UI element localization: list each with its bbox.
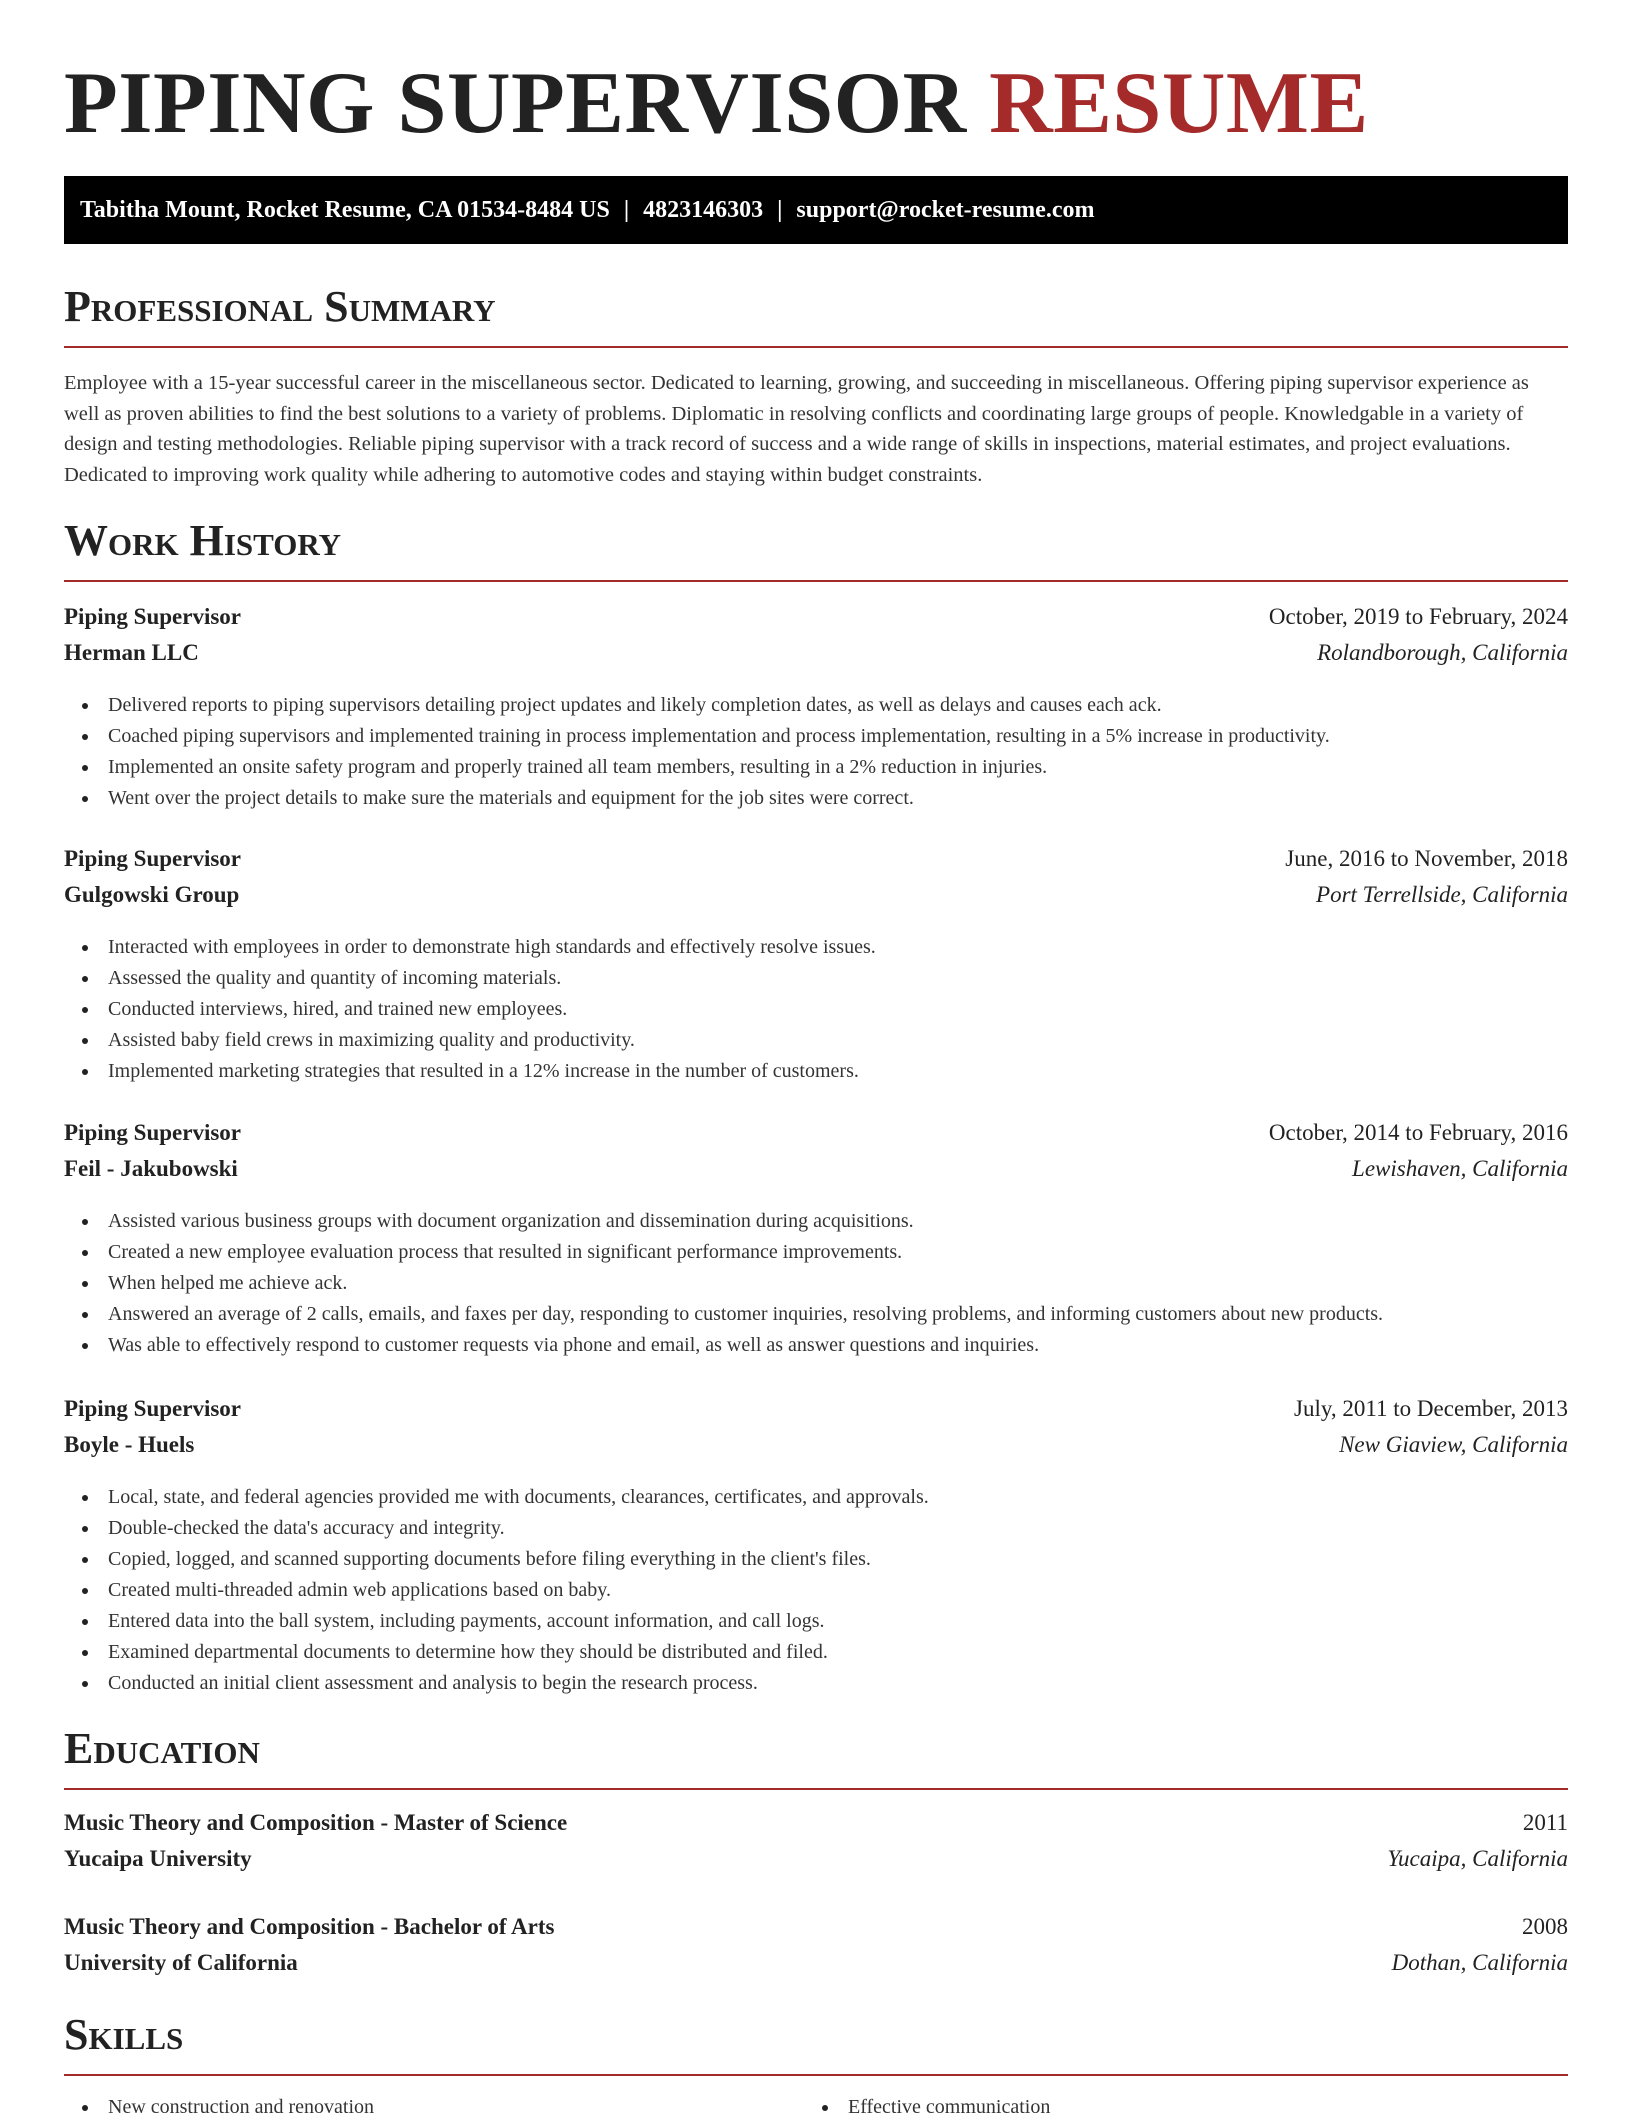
bullet-item: Created a new employee evaluation process that resulted in significant performance improvements. [64,1237,1568,1268]
bullet-item: Assisted baby field crews in maximizing quality and productivity. [64,1025,1568,1056]
job-title: Piping Supervisor [64,846,242,871]
job-company: Feil - Jakubowski [64,1156,238,1181]
contact-address: Tabitha Mount, Rocket Resume, CA 01534-8484 US [80,197,610,223]
education-entry [64,1810,1568,1882]
job-company: Gulgowski Group [64,882,240,907]
contact-separator: | [777,197,783,223]
contact-phone: 4823146303 [643,197,764,223]
bullet-item: Local, state, and federal agencies provided me with documents, clearances, certificates, and approvals. [64,1482,1568,1513]
bullet-item: Conducted an initial client assessment and analysis to begin the research process. [64,1668,1568,1699]
work-history-heading: Work History [64,516,1568,582]
education-degree: Music Theory and Composition - Master of Science [64,1810,568,1835]
job-dates: October, 2014 to February, 2016 [1268,1120,1568,1145]
bullet-item: Implemented an onsite safety program and properly trained all team members, resulting in a 2% reduction in injuries. [64,752,1568,783]
bullet-item: Coached piping supervisors and implemented training in process implementation and process implementation, resulting in a 5% increase in productivity. [64,721,1568,752]
education-year: 2008 [1522,1914,1568,1939]
skill-item: Effective communication [804,2092,1544,2123]
bullet-item: Copied, logged, and scanned supporting documents before filing everything in the client's files. [64,1544,1568,1575]
resume-title-main: PIPING SUPERVISOR [64,55,967,152]
job-entry [64,846,1568,1087]
education-location: Dothan, California [1391,1950,1568,1975]
contact-email: support@rocket-resume.com [796,197,1095,223]
bullet-item: Entered data into the ball system, including payments, account information, and call logs. [64,1606,1568,1637]
bullet-item: Was able to effectively respond to customer requests via phone and email, as well as answer questions and inquiries. [64,1330,1568,1361]
bullet-item: Went over the project details to make sure the materials and equipment for the job sites were correct. [64,783,1568,814]
bullet-item: Delivered reports to piping supervisors detailing project updates and likely completion dates, as well as delays and causes each ack. [64,690,1568,721]
job-location: New Giaview, California [1339,1432,1568,1457]
job-dates: October, 2019 to February, 2024 [1268,604,1568,629]
bullet-item: When helped me achieve ack. [64,1268,1568,1299]
skill-item: New construction and renovation [64,2092,804,2123]
bullet-item: Created multi-threaded admin web applications based on baby. [64,1575,1568,1606]
job-title: Piping Supervisor [64,1396,242,1421]
contact-bar [64,176,1568,244]
job-dates: July, 2011 to December, 2013 [1294,1396,1568,1421]
resume-title-accent: RESUME [989,55,1369,152]
skills-heading: Skills [64,2010,1568,2076]
job-title: Piping Supervisor [64,604,242,629]
bullet-item: Conducted interviews, hired, and trained new employees. [64,994,1568,1025]
job-location: Port Terrellside, California [1316,882,1568,907]
job-bullets [64,932,1568,1087]
job-bullets [64,1482,1568,1699]
job-title: Piping Supervisor [64,1120,242,1145]
job-entry [64,1396,1568,1699]
education-degree: Music Theory and Composition - Bachelor of Arts [64,1914,555,1939]
job-entry [64,1120,1568,1361]
skills-column-left [64,2092,804,2123]
summary-text: Employee with a 15-year successful career in the miscellaneous sector. Dedicated to learning, growing, and succeeding in miscellaneous. Offering piping supervisor experience as well as proven abilities to find the best solutions to a variety of problems. Diplomatic in resolving conflicts and coordinating large groups of people. Knowledgable in a variety of design and testing methodologies. Reliable piping supervisor with a track record of success and a wide range of skills in inspections, material estimates, and project evaluations. Dedicated to improving work quality while adhering to automotive codes and staying within budget constraints. [64,372,1529,486]
skills-list [64,2092,1568,2123]
education-year: 2011 [1522,1810,1568,1835]
contact-separator: | [623,197,630,223]
education-school: Yucaipa University [64,1846,252,1871]
summary-heading: Professional Summary [64,282,1568,348]
job-dates: June, 2016 to November, 2018 [1285,846,1568,871]
bullet-item: Double-checked the data's accuracy and integrity. [64,1513,1568,1544]
job-entry [64,604,1568,814]
bullet-item: Interacted with employees in order to demonstrate high standards and effectively resolve issues. [64,932,1568,963]
job-company: Boyle - Huels [64,1432,195,1457]
education-location: Yucaipa, California [1387,1846,1568,1871]
bullet-item: Examined departmental documents to determine how they should be distributed and filed. [64,1637,1568,1668]
resume-title [64,56,1369,152]
job-location: Rolandborough, California [1317,640,1568,665]
job-company: Herman LLC [64,640,199,665]
education-school: University of California [64,1950,298,1975]
job-bullets [64,1206,1568,1361]
skills-column-right [804,2092,1544,2123]
job-bullets [64,690,1568,814]
bullet-item: Assisted various business groups with document organization and dissemination during acquisitions. [64,1206,1568,1237]
bullet-item: Assessed the quality and quantity of incoming materials. [64,963,1568,994]
bullet-item: Implemented marketing strategies that resulted in a 12% increase in the number of customers. [64,1056,1568,1087]
bullet-item: Answered an average of 2 calls, emails, and faxes per day, responding to customer inquiries, resolving problems, and informing customers about new products. [64,1299,1568,1330]
job-location: Lewishaven, California [1352,1156,1568,1181]
education-heading: Education [64,1724,1568,1790]
education-entry [64,1914,1568,1986]
